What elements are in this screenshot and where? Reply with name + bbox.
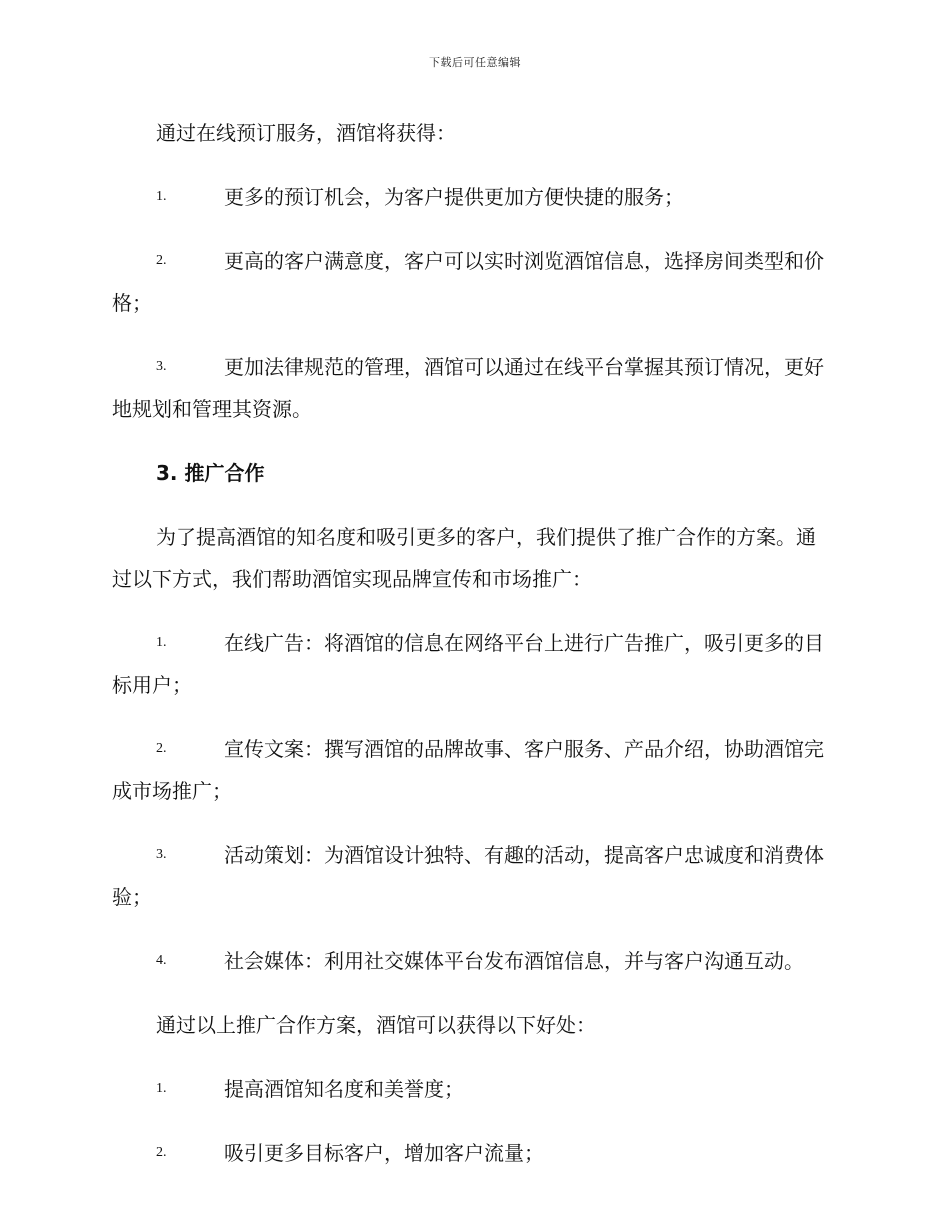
benefits-lead-paragraph: 通过以上推广合作方案，酒馆可以获得以下好处： [156,1013,596,1037]
intro-list-item-2 [112,240,834,324]
list-number: 2. [156,1145,167,1160]
intro-list-item-1 [112,176,834,218]
promo-list-item-4 [112,940,834,982]
list-number: 1. [156,635,167,650]
list-item-text: 吸引更多目标客户，增加客户流量； [224,1141,544,1165]
header-note: 下载后可任意编辑 [429,56,521,69]
list-item-text: 在线广告：将酒馆的信息在网络平台上进行广告推广，吸引更多的目标用户； [112,631,824,697]
list-number: 4. [156,953,167,968]
list-number: 3. [156,359,167,374]
list-number: 3. [156,847,167,862]
list-item-text: 活动策划：为酒馆设计独特、有趣的活动，提高客户忠诚度和消费体验； [112,843,824,909]
list-number: 1. [156,189,167,204]
list-item-text: 提高酒馆知名度和美誉度； [224,1077,464,1101]
list-item-text: 宣传文案：撰写酒馆的品牌故事、客户服务、产品介绍，协助酒馆完成市场推广； [112,737,824,803]
promo-lead-paragraph: 为了提高酒馆的知名度和吸引更多的客户，我们提供了推广合作的方案。通过以下方式，我们帮助酒馆实现品牌宣传和市场推广： [112,525,816,591]
list-item-text: 更加法律规范的管理，酒馆可以通过在线平台掌握其预订情况，更好地规划和管理其资源。 [112,355,824,421]
promo-list-item-1 [112,622,834,706]
benefits-list-item-1 [112,1068,834,1110]
list-item-text: 更多的预订机会，为客户提供更加方便快捷的服务； [224,185,684,209]
list-number: 1. [156,1081,167,1096]
benefits-list-item-2 [112,1132,834,1174]
list-number: 2. [156,253,167,268]
promo-list-item-3 [112,834,834,918]
document-body [112,112,834,1196]
list-item-text: 更高的客户满意度，客户可以实时浏览酒馆信息，选择房间类型和价格； [112,249,824,315]
list-item-text: 社会媒体：利用社交媒体平台发布酒馆信息，并与客户沟通互动。 [224,949,804,973]
intro-list-item-3 [112,346,834,430]
list-number: 2. [156,741,167,756]
promo-list-item-2 [112,728,834,812]
intro-lead-paragraph: 通过在线预订服务，酒馆将获得： [156,121,456,145]
section-heading-promotion: 3. 推广合作 [156,461,265,485]
